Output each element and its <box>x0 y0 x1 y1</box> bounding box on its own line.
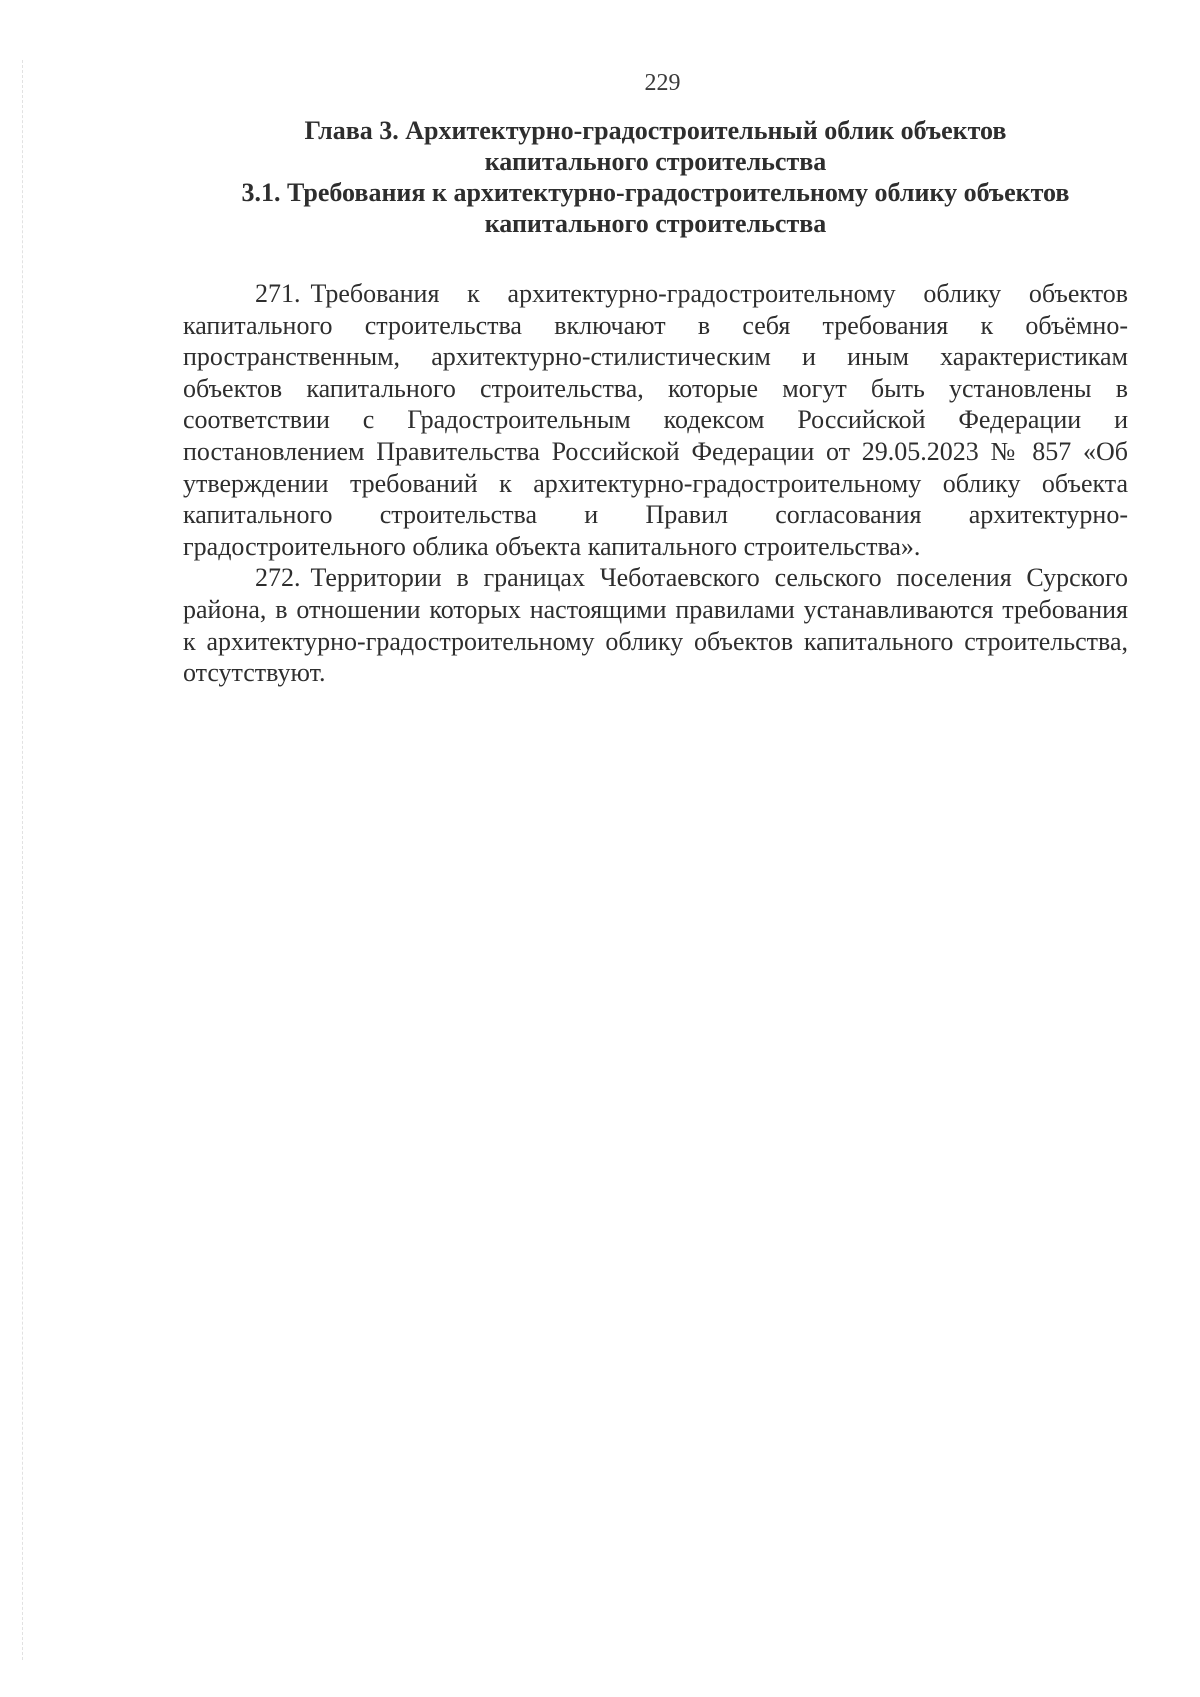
paragraph-271 <box>183 278 1128 562</box>
section-title-line-1: 3.1. Требования к архитектурно-градостроительному облику объектов <box>241 178 1070 207</box>
paragraph-text: Территории в границах Чеботаевского сельского поселения Сурского района, в отношении которых настоящими правилами устанавливаются требования к архитектурно-градостроительному облику объектов капитального строительства, отсутствуют. <box>183 563 1128 688</box>
chapter-title-line-1: Глава 3. Архитектурно-градостроительный облик объектов <box>304 116 1007 145</box>
paragraph-272 <box>183 562 1128 688</box>
paragraph-number: 271. <box>255 279 301 308</box>
paragraph-text: Требования к архитектурно-градостроительному облику объектов капитального строительства включают в себя требования к объёмно-пространственным, архитектурно-стилистическим и иным характеристикам объектов капитального строительства, которые могут быть установлены в соответствии с Градостроительным кодексом Российской Федерации и постановлением Правительства Российской Федерации от 29.05.2023 № 857 «Об утверждении требований к архитектурно-градостроительному облику объекта капитального строительства и Правил согласования архитектурно-градостроительного облика объекта капитального строительства». <box>183 279 1128 561</box>
page-number: 229 <box>644 70 681 96</box>
chapter-heading <box>183 115 1128 239</box>
document-body <box>183 278 1128 689</box>
paragraph-number: 272. <box>255 563 301 593</box>
scan-edge-line <box>22 60 23 1660</box>
section-title-line-2: капитального строительства <box>484 209 827 238</box>
chapter-title-line-2: капитального строительства <box>484 147 827 176</box>
